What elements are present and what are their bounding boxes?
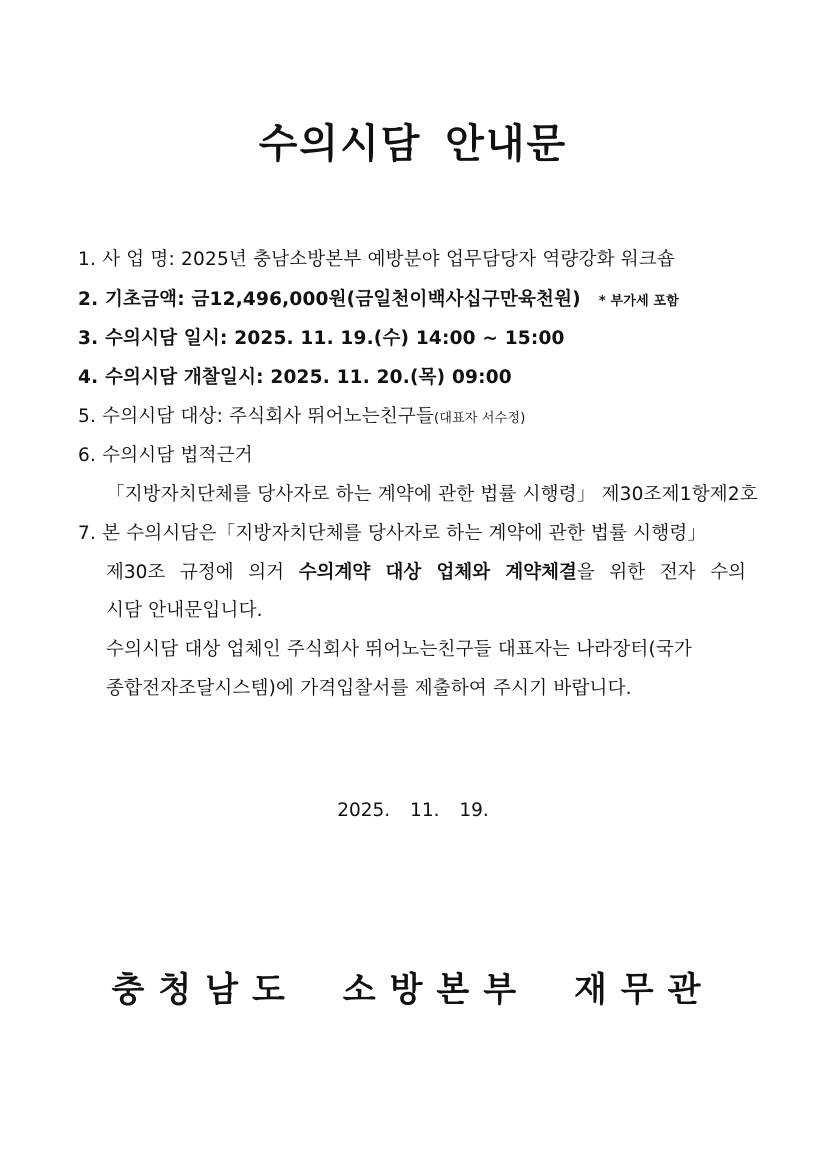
- item7-line1: 7. 본 수의시담은「지방자치단체를 당사자로 하는 계약에 관한 법률 시행령」: [78, 523, 707, 544]
- item-value: 2025. 11. 20.(목) 09:00: [270, 367, 512, 388]
- representative-note: (대표자 서수정): [434, 411, 526, 426]
- issuer-signature: 충청남도 소방본부 재무관: [111, 970, 715, 1010]
- item7-line2: [106, 561, 746, 585]
- text-segment: 을 위한 전자 수의: [576, 562, 746, 583]
- item-value: 2025. 11. 19.(수) 14:00 ~ 15:00: [234, 328, 565, 349]
- item7-line5: 종합전자조달시스템)에 가격입찰서를 제출하여 주시기 바랍니다.: [106, 678, 632, 699]
- item-label: 1. 사 업 명:: [78, 249, 175, 270]
- item-label: 4. 수의시담 개찰일시:: [78, 367, 264, 388]
- item7-line4: 수의시담 대상 업체인 주식회사 뛰어노는친구들 대표자는 나라장터(국가: [106, 639, 693, 660]
- item-value: 2025년 충남소방본부 예방분야 업무담당자 역량강화 워크숍: [181, 249, 675, 270]
- vat-note: * 부가세 포함: [598, 294, 680, 309]
- item-target: [78, 405, 525, 431]
- item-label: 3. 수의시담 일시:: [78, 328, 228, 349]
- item-label: 2. 기초금액:: [78, 289, 185, 310]
- emphasis-text: 수의계약 대상 업체와 계약체결: [298, 562, 577, 583]
- item-base-amount: [78, 288, 679, 314]
- item-value: 금12,496,000원(금일천이백사십구만육천원): [191, 289, 581, 310]
- document-date: 2025. 11. 19.: [337, 800, 489, 821]
- item7-line3: 시담 안내문입니다.: [106, 600, 263, 621]
- item-label: 6. 수의시담 법적근거: [78, 445, 253, 466]
- item-negotiation-time: [78, 327, 565, 351]
- legal-basis-text: 「지방자치단체를 당사자로 하는 계약에 관한 법률 시행령」 제30조제1항제2호: [106, 484, 758, 505]
- item-label: 5. 수의시담 대상:: [78, 406, 224, 427]
- document-title: 수의시담 안내문: [258, 121, 568, 167]
- item-value: 주식회사 뛰어노는친구들: [229, 406, 435, 427]
- text-segment: 제30조 규정에 의거: [106, 562, 285, 583]
- item-project-name: [78, 248, 675, 272]
- item-legal-basis: [78, 444, 253, 468]
- item-opening-time: [78, 366, 512, 390]
